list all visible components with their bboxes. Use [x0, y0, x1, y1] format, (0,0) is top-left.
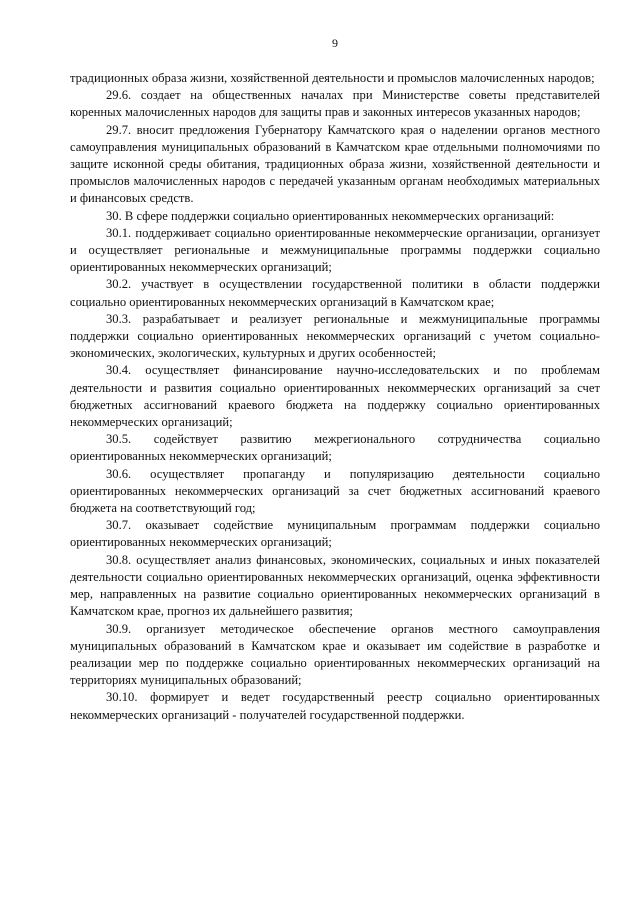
paragraph-p6: 30.3. разрабатывает и реализует региональные и межмуниципальные программы поддержки социально ориентированных некоммерческих организаций с учетом социально-экономических, экологических, культурных и других особенностей; [70, 311, 600, 361]
paragraph-p4: 30.1. поддерживает социально ориентированные некоммерческие организации, организует и осуществляет региональные и межмуниципальные программы поддержки социально ориентированных некоммерческих организаций; [70, 225, 600, 275]
paragraph-p10: 30.7. оказывает содействие муниципальным программам поддержки социально ориентированных некоммерческих организаций; [70, 518, 600, 550]
document-body [70, 70, 600, 724]
paragraph-p12: 30.9. организует методическое обеспечение органов местного самоуправления муниципальных образований в Камчатском крае и оказывает им содействие в разработке и реализации мер по поддержке социально ориентированных некоммерческих организаций на территориях муниципальных образований; [70, 621, 600, 688]
paragraph-p7: 30.4. осуществляет финансирование научно-исследовательских и по проблемам деятельности и развития социально ориентированных некоммерческих организаций за счет бюджетных ассигнований краевого бюджета на поддержку социально ориентированных некоммерческих организаций; [70, 363, 600, 430]
page-number: 9 [332, 36, 338, 50]
paragraph-p1: 29.6. создает на общественных началах при Министерстве советы представителей коренных малочисленных народов для защиты прав и законных интересов указанных народов; [70, 88, 600, 120]
paragraph-p0: традиционных образа жизни, хозяйственной деятельности и промыслов малочисленных народов; [70, 71, 595, 85]
paragraph-p9: 30.6. осуществляет пропаганду и популяризацию деятельности социально ориентированных некоммерческих организаций за счет бюджетных ассигнований краевого бюджета на соответствующий год; [70, 466, 600, 516]
paragraph-p11: 30.8. осуществляет анализ финансовых, экономических, социальных и иных показателей деятельности социально ориентированных некоммерческих организаций, оценка эффективности мер, направленных на развитие социально ориентированных некоммерческих организаций в Камчатском крае, прогноз их дальнейшего развития; [70, 552, 600, 619]
paragraph-p3: 30. В сфере поддержки социально ориентированных некоммерческих организаций: [106, 208, 555, 223]
paragraph-p8: 30.5. содействует развитию межрегионального сотрудничества социально ориентированных некоммерческих организаций; [70, 432, 600, 464]
paragraph-p13: 30.10. формирует и ведет государственный реестр социально ориентированных некоммерческих организаций - получателей государственной поддержки. [70, 690, 600, 722]
paragraph-p5: 30.2. участвует в осуществлении государственной политики в области поддержки социально ориентированных некоммерческих организаций в Камчатском крае; [70, 277, 600, 309]
paragraph-p2: 29.7. вносит предложения Губернатору Камчатского края о наделении органов местного самоуправления муниципальных образований в Камчатском крае отдельными полномочиями по защите исконной среды обитания, традиционных образа жизни, хозяйственной деятельности и промыслов малочисленных народов с передачей указанным органам необходимых материальных и финансовых средств. [70, 122, 600, 206]
